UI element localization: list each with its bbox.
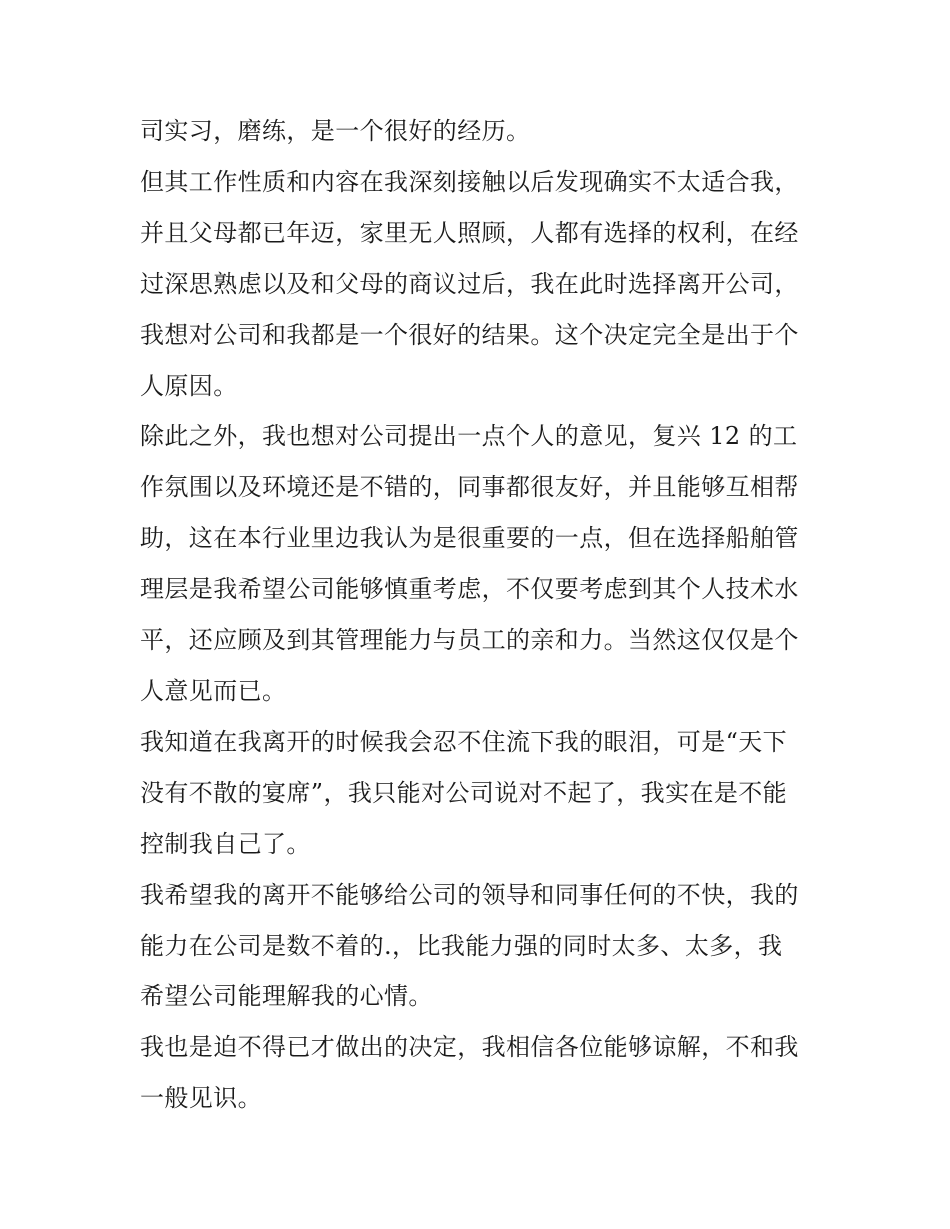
text-line: 助，这在本行业里边我认为是很重要的一点，但在选择船舶管 (140, 524, 799, 553)
paragraph (140, 411, 820, 716)
text-line: 控制我自己了。 (140, 829, 311, 858)
text-line: 希望公司能理解我的心情。 (140, 982, 433, 1011)
document-body (140, 106, 820, 1124)
text-line: 并且父母都已年迈，家里无人照顾，人都有选择的权利，在经 (140, 218, 799, 247)
text-line: 能力在公司是数不着的.，比我能力强的同时太多、太多，我 (140, 931, 783, 960)
paragraph (140, 157, 820, 412)
text-line: 我希望我的离开不能够给公司的领导和同事任何的不快，我的 (140, 880, 799, 909)
text-line: 我想对公司和我都是一个很好的结果。这个决定完全是出于个 (140, 320, 799, 349)
text-line: 除此之外，我也想对公司提出一点个人的意见，复兴 12 的工 (140, 422, 798, 451)
paragraph (140, 717, 820, 870)
text-line: 我也是迫不得已才做出的决定，我相信各位能够谅解，不和我 (140, 1033, 799, 1062)
paragraph (140, 106, 820, 157)
text-line: 没有不散的宴席”，我只能对公司说对不起了，我实在是不能 (140, 778, 788, 807)
paragraph (140, 870, 820, 1023)
text-line: 人原因。 (140, 371, 238, 400)
text-line: 人意见而已。 (140, 676, 287, 705)
text-line: 作氛围以及环境还是不错的，同事都很友好，并且能够互相帮 (140, 473, 799, 502)
text-line: 过深思熟虑以及和父母的商议过后，我在此时选择离开公司， (140, 269, 799, 298)
text-line: 一般见识。 (140, 1084, 262, 1113)
text-line: 我知道在我离开的时候我会忍不住流下我的眼泪，可是“天下 (140, 727, 788, 756)
text-line: 平，还应顾及到其管理能力与员工的亲和力。当然这仅仅是个 (140, 626, 799, 655)
text-line: 理层是我希望公司能够慎重考虑，不仅要考虑到其个人技术水 (140, 575, 799, 604)
text-line: 但其工作性质和内容在我深刻接触以后发现确实不太适合我， (140, 167, 799, 196)
paragraph (140, 1022, 820, 1124)
text-line: 司实习，磨练，是一个很好的经历。 (140, 117, 531, 145)
